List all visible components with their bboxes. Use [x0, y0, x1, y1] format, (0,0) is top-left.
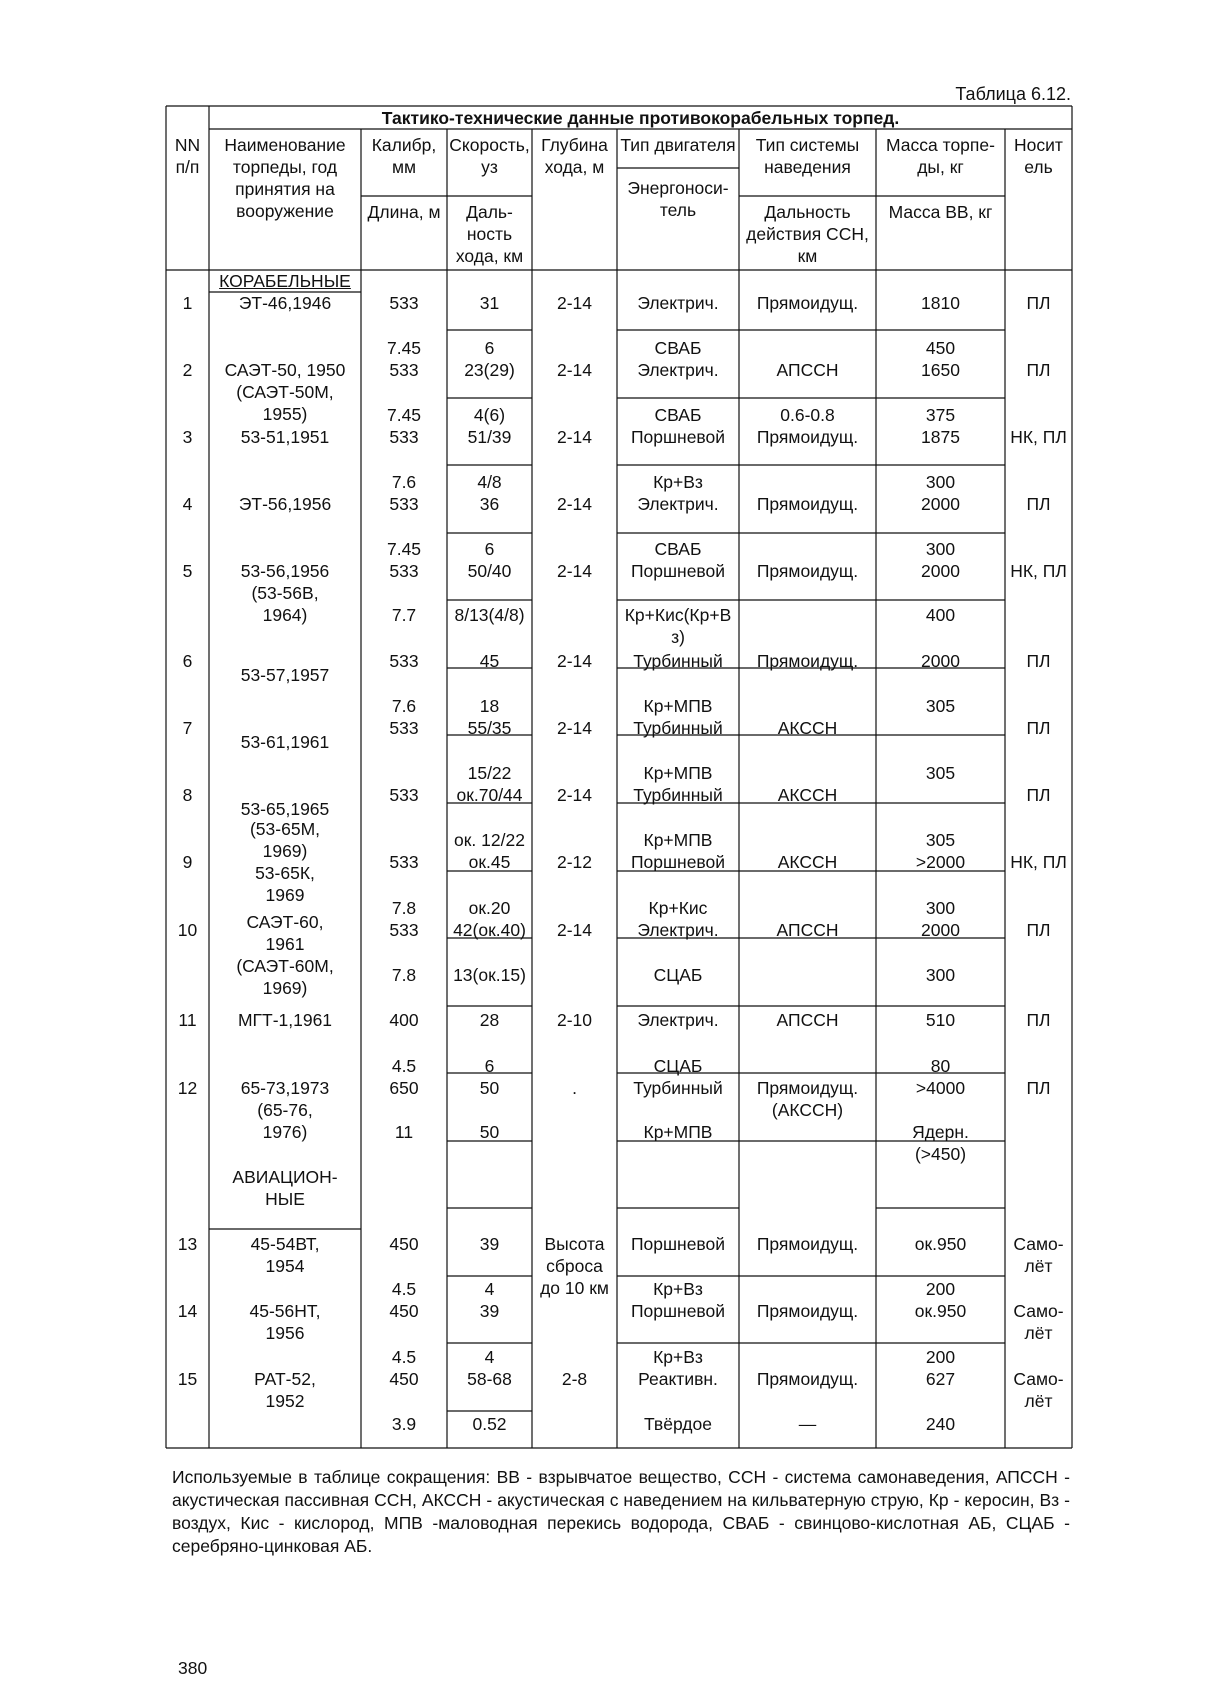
- data-cell: 300 2000: [921, 539, 960, 581]
- depth-cell: 2-14: [556, 651, 593, 671]
- carrier-cell: ПЛ: [1026, 718, 1051, 738]
- torpedo-name: 53-65,1965: [240, 799, 330, 819]
- header-cell: Дальность действия ССН, км: [746, 202, 869, 266]
- depth-cell: 2-14: [556, 427, 593, 447]
- data-cell: 7.8 533: [389, 898, 419, 940]
- data-cell: 3.9: [391, 1414, 417, 1434]
- data-cell: Поршневой: [630, 1234, 726, 1254]
- header-cell: Наименование торпеды, год принятия на вооружение: [224, 135, 346, 221]
- carrier-cell: ПЛ: [1026, 1010, 1051, 1030]
- header-cell: Энергоноси- тель: [627, 178, 729, 220]
- torpedo-name: 53-56,1956 (53-56В, 1964): [240, 561, 330, 625]
- data-cell: 4(6) 51/39: [467, 405, 512, 447]
- data-cell: 533: [389, 293, 419, 313]
- table-title: Тактико-технические данные противокорабельных торпед.: [381, 108, 900, 128]
- data-cell: Кр+Вз Электрич.: [637, 472, 719, 514]
- data-cell: 31: [479, 293, 500, 313]
- data-cell: 4 58-68: [467, 1347, 512, 1389]
- data-cell: СЦАБ: [653, 965, 703, 985]
- row-number: 9: [182, 852, 193, 872]
- data-cell: 305: [925, 696, 956, 716]
- data-cell: ок. 12/22 ок.45: [454, 830, 525, 872]
- section-heading: КОРАБЕЛЬНЫЕ: [219, 271, 351, 291]
- data-cell: Кр+Кис(Кр+В з): [624, 605, 732, 647]
- data-cell: 7.45 533: [386, 338, 422, 380]
- torpedo-name: 53-61,1961: [240, 732, 330, 752]
- header-cell: Скорость, уз: [449, 135, 530, 177]
- data-cell: 300 2000: [921, 472, 960, 514]
- data-cell: 450: [389, 1234, 419, 1254]
- data-cell: Электрич.: [637, 293, 719, 313]
- data-cell: 4.5 650: [389, 1056, 419, 1098]
- data-cell: АПССН: [776, 360, 839, 380]
- data-cell: Кр+Вз Реактивн.: [638, 1347, 718, 1389]
- data-cell: 305: [925, 763, 956, 783]
- data-cell: АКССН: [777, 718, 838, 738]
- data-cell: 375 1875: [921, 405, 960, 447]
- data-cell: 7.7: [391, 605, 417, 625]
- depth-cell: 2-14: [556, 920, 593, 940]
- data-cell: СЦАБ Турбинный: [633, 1056, 723, 1098]
- torpedo-name: РАТ-52, 1952: [254, 1369, 316, 1411]
- data-cell: 533: [389, 852, 419, 872]
- row-number: 6: [182, 651, 193, 671]
- torpedo-name: САЭТ-50, 1950 (САЭТ-50М, 1955): [224, 360, 346, 424]
- footnote: Используемые в таблице сокращения: ВВ - взрывчатое вещество, ССН - система самонаведения, АПССН - акустическая пассивная ССН, АКССН - акустическая с наведением на кильватерную струю, Кр - керосин, Вз - воздух, Кис - кислород, МПВ -маловодная перекись водорода, СВАБ - свинцово-кислотная АБ, СЦАБ - серебряно-цинковая АБ.: [172, 1467, 1070, 1556]
- torpedo-name: 45-54ВТ, 1954: [250, 1234, 320, 1276]
- row-number: 15: [177, 1369, 198, 1389]
- carrier-cell: ПЛ: [1026, 785, 1051, 805]
- row-number: 3: [182, 427, 193, 447]
- data-cell: 450 1650: [921, 338, 960, 380]
- data-cell: 200 ок.950: [914, 1279, 967, 1321]
- header-cell: Тип системы наведения: [755, 135, 860, 177]
- data-cell: Прямоидущ.: [756, 1301, 859, 1321]
- data-cell: Кр+Вз Поршневой: [630, 1279, 726, 1321]
- data-cell: 13(ок.15): [453, 965, 526, 985]
- data-cell: 300: [925, 965, 956, 985]
- data-cell: 533: [389, 651, 419, 671]
- data-cell: СВАБ Поршневой: [630, 539, 726, 581]
- torpedo-name: ЭТ-56,1956: [238, 494, 332, 514]
- carrier-cell: ПЛ: [1026, 1078, 1051, 1098]
- depth-cell: 2-8: [561, 1369, 588, 1389]
- data-cell: 28: [479, 1010, 500, 1030]
- carrier-cell: НК, ПЛ: [1010, 852, 1067, 872]
- torpedo-name: 53-57,1957: [240, 665, 330, 685]
- data-cell: Электрич.: [637, 1010, 719, 1030]
- data-cell: АКССН: [777, 785, 838, 805]
- depth-cell: 2-10: [556, 1010, 593, 1030]
- data-cell: 6 50: [479, 1056, 500, 1098]
- data-cell: —: [798, 1414, 817, 1434]
- data-cell: АКССН: [777, 852, 838, 872]
- data-cell: Прямоидущ.: [756, 561, 859, 581]
- header-cell: Масса торпе- ды, кг: [886, 135, 995, 177]
- torpedo-name: 45-56НТ, 1956: [249, 1301, 321, 1343]
- depth-cell: 2-14: [556, 785, 593, 805]
- carrier-cell: ПЛ: [1026, 494, 1051, 514]
- data-cell: 200 627: [925, 1347, 956, 1389]
- torpedo-name: 65-73,1973 (65-76, 1976): [240, 1078, 330, 1142]
- torpedo-name: 53-51,1951: [240, 427, 330, 447]
- data-cell: 400: [389, 1010, 419, 1030]
- header-cell: Носит ель: [1014, 135, 1063, 177]
- data-cell: 0.52: [472, 1414, 507, 1434]
- torpedo-name: МГТ-1,1961: [237, 1010, 333, 1030]
- row-number: 1: [182, 293, 193, 313]
- torpedo-name: ЭТ-46,1946: [238, 293, 332, 313]
- data-cell: Прямоидущ.: [756, 1234, 859, 1254]
- row-number: 8: [182, 785, 193, 805]
- data-cell: Кр+МПВ Турбинный: [633, 763, 723, 805]
- depth-cell: 2-14: [556, 360, 593, 380]
- data-cell: 80 >4000: [915, 1056, 966, 1098]
- data-cell: СВАБ Поршневой: [630, 405, 726, 447]
- header-cell: Длина, м: [367, 202, 441, 222]
- data-cell: 50: [479, 1122, 500, 1142]
- torpedo-name: САЭТ-60, 1961 (САЭТ-60М, 1969): [236, 912, 334, 998]
- data-cell: 4 39: [479, 1279, 500, 1321]
- data-cell: 4.5 450: [389, 1347, 419, 1389]
- row-number: 12: [177, 1078, 198, 1098]
- data-cell: 8/13(4/8): [454, 605, 525, 625]
- data-cell: 7.8: [391, 965, 417, 985]
- depth-cell: 2-12: [556, 852, 593, 872]
- depth-cell: 2-14: [556, 561, 593, 581]
- data-cell: Кр+МПВ Турбинный: [633, 696, 723, 738]
- section-heading: АВИАЦИОН- НЫЕ: [232, 1167, 338, 1209]
- depth-cell: 2-14: [556, 718, 593, 738]
- data-cell: СВАБ Электрич.: [637, 338, 719, 380]
- row-number: 5: [182, 561, 193, 581]
- data-cell: 39: [479, 1234, 500, 1254]
- data-cell: 7.45 533: [386, 539, 422, 581]
- depth-cell: 2-14: [556, 293, 593, 313]
- header-cell: Глубина хода, м: [541, 135, 608, 177]
- header-cell: NN п/п: [174, 135, 201, 177]
- data-cell: 7.6 533: [389, 472, 419, 514]
- data-cell: ок.950: [914, 1234, 967, 1254]
- header-cell: Тип двигателя: [620, 135, 736, 155]
- data-cell: ок.20 42(ок.40): [453, 898, 526, 940]
- data-cell: Прямоидущ.: [756, 494, 859, 514]
- row-number: 7: [182, 718, 193, 738]
- header-cell: Калибр, мм: [371, 135, 437, 177]
- data-cell: 6 23(29): [464, 338, 515, 380]
- data-cell: 400: [925, 605, 956, 625]
- row-number: 13: [177, 1234, 198, 1254]
- data-cell: 4/8 36: [477, 472, 502, 514]
- data-cell: Прямоидущ.: [756, 651, 859, 671]
- data-cell: 533: [389, 785, 419, 805]
- torpedo-name: (53-65М, 1969) 53-65К, 1969: [249, 819, 321, 905]
- data-cell: 1810: [921, 293, 960, 313]
- page-number: 380: [178, 1658, 208, 1678]
- data-cell: 240: [925, 1414, 956, 1434]
- carrier-cell: ПЛ: [1026, 293, 1051, 313]
- data-cell: АПССН: [776, 1010, 839, 1030]
- carrier-cell: НК, ПЛ: [1010, 561, 1067, 581]
- data-cell: 510: [925, 1010, 956, 1030]
- data-cell: Кр+МПВ Поршневой: [630, 830, 726, 872]
- depth-cell: Высота сброса до 10 км: [540, 1234, 609, 1298]
- carrier-cell: Само- лёт: [1013, 1301, 1064, 1343]
- header-cell: Масса ВВ, кг: [888, 202, 993, 222]
- data-cell: 300 2000: [921, 898, 960, 940]
- data-cell: Ядерн. (>450): [912, 1122, 969, 1164]
- carrier-cell: Само- лёт: [1013, 1234, 1064, 1276]
- depth-cell: 2-14: [556, 494, 593, 514]
- data-cell: 7.6 533: [389, 696, 419, 738]
- data-cell: 4.5 450: [389, 1279, 419, 1321]
- data-cell: АПССН: [776, 920, 839, 940]
- depth-cell: .: [572, 1078, 577, 1098]
- data-cell: 305 >2000: [915, 830, 966, 872]
- row-number: 14: [177, 1301, 198, 1321]
- carrier-cell: НК, ПЛ: [1010, 427, 1067, 447]
- table-number: Таблица 6.12.: [955, 84, 1071, 104]
- data-cell: 7.45 533: [386, 405, 422, 447]
- data-cell: Твёрдое: [644, 1414, 712, 1434]
- data-cell: Прямоидущ.: [756, 1369, 859, 1389]
- data-cell: Прямоидущ.: [756, 293, 859, 313]
- carrier-cell: ПЛ: [1026, 651, 1051, 671]
- carrier-cell: Само- лёт: [1013, 1369, 1064, 1411]
- data-cell: 0.6-0.8 Прямоидущ.: [756, 405, 859, 447]
- data-cell: 11: [394, 1122, 414, 1142]
- data-cell: 6 50/40: [467, 539, 512, 581]
- data-cell: 2000: [921, 651, 960, 671]
- row-number: 11: [178, 1010, 197, 1030]
- data-cell: 45: [479, 651, 500, 671]
- data-cell: Турбинный: [633, 651, 723, 671]
- row-number: 2: [182, 360, 193, 380]
- row-number: 4: [182, 494, 193, 514]
- data-cell: Кр+МПВ: [643, 1122, 713, 1142]
- data-cell: 15/22 ок.70/44: [456, 763, 523, 805]
- carrier-cell: ПЛ: [1026, 920, 1051, 940]
- carrier-cell: ПЛ: [1026, 360, 1051, 380]
- data-cell: Кр+Кис Электрич.: [637, 898, 719, 940]
- row-number: 10: [177, 920, 198, 940]
- header-cell: Даль- ность хода, км: [455, 202, 524, 266]
- data-cell: 18 55/35: [467, 696, 512, 738]
- data-cell: Прямоидущ. (АКССН): [756, 1078, 859, 1120]
